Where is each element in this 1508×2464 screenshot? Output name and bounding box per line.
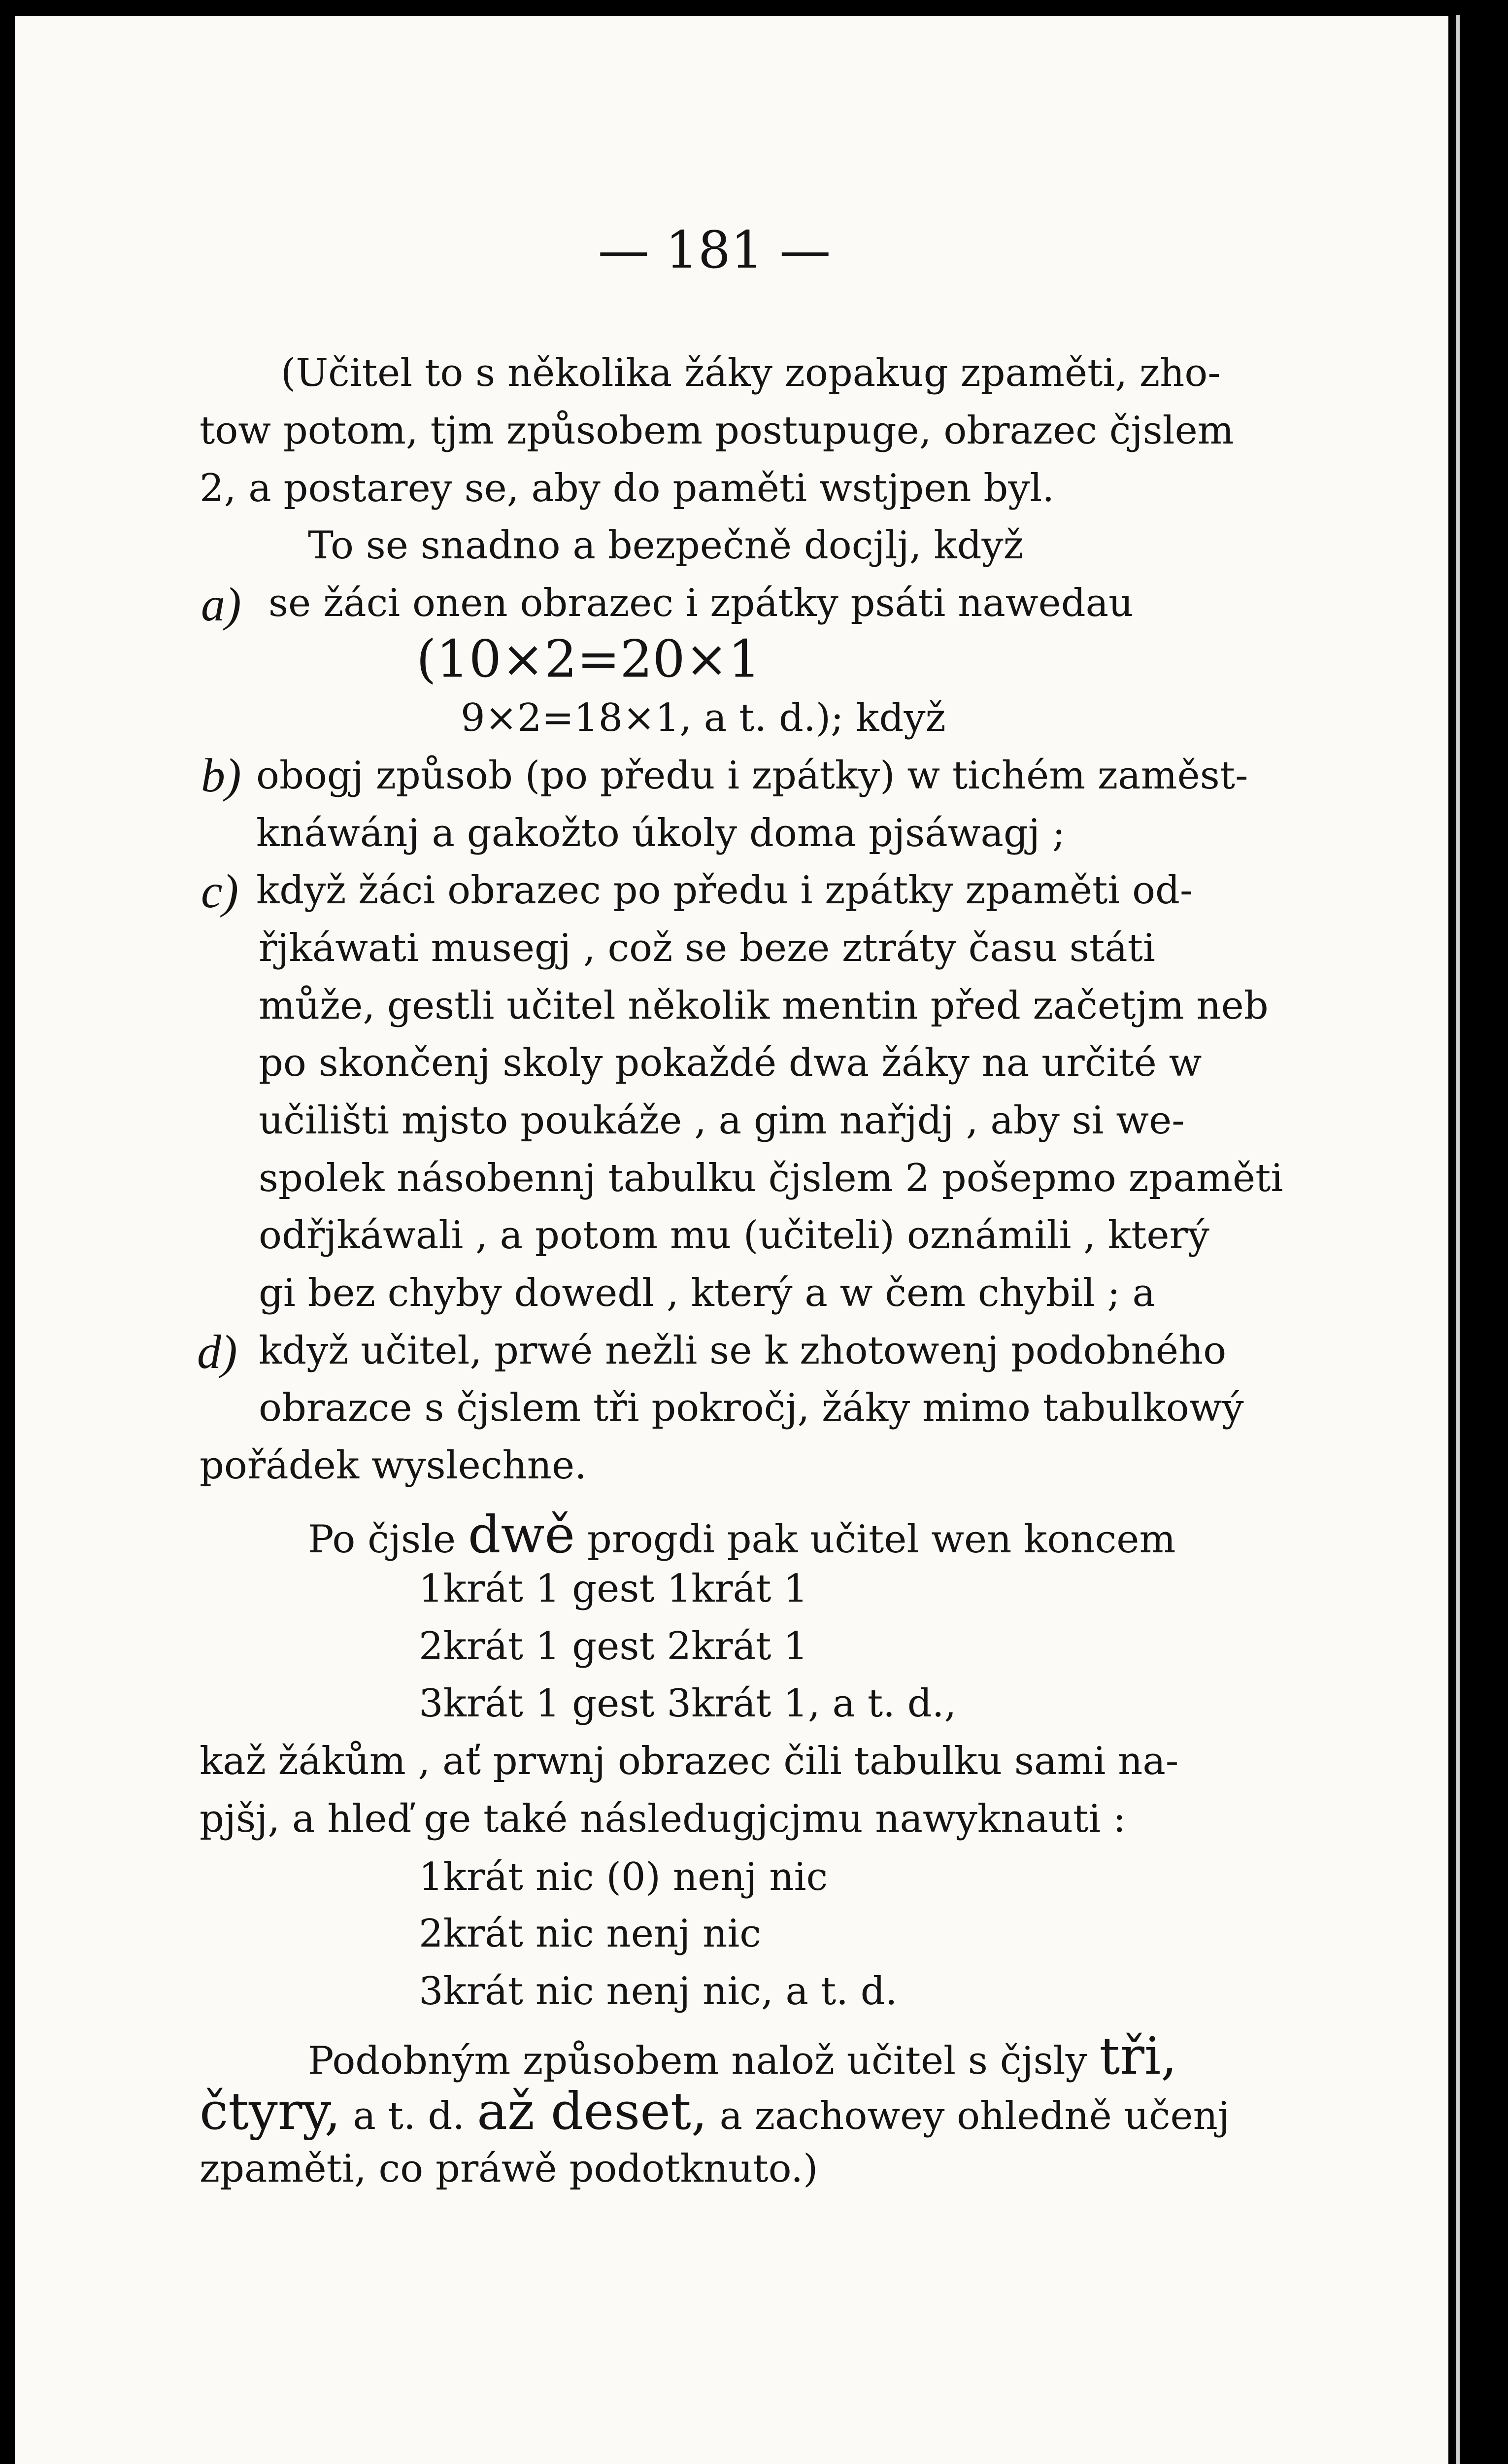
list-marker-c: c)	[201, 865, 239, 918]
text-line: když učitel, prwé nežli se k zhotowenj podobného	[259, 1329, 1227, 1373]
text-line: když žáci obrazec po předu i zpátky zpaměti od-	[256, 868, 1193, 913]
text-line: gi bez chyby dowedl , který a w čem chybil ; a	[259, 1271, 1156, 1315]
formula-line: 9×2=18×1, a t. d.); když	[461, 696, 946, 740]
text-line: Podobným způsobem nalož učitel s čjsly tři,	[308, 2026, 1177, 2086]
text-line: se žáci onen obrazec i zpátky psáti nawedau	[268, 581, 1134, 625]
text-line: kaž žákům , ať prwnj obrazec čili tabulku sami na-	[200, 1739, 1179, 1783]
text-line: pořádek wyslechne.	[200, 1443, 587, 1488]
text-line: knáwánj a gakožto úkoly doma pjsáwagj ;	[256, 811, 1066, 856]
text-line: odřjkáwali , a potom mu (učiteli) oznámili , který	[259, 1213, 1209, 1258]
text-line: (Učitel to s několika žáky zopakug zpaměti, zho-	[281, 351, 1221, 395]
table-line: 1krát 1 gest 1krát 1	[419, 1567, 808, 1611]
text-line: pjšj, a hleď ge také následugjcjmu nawyknauti :	[200, 1797, 1126, 1841]
text-line: učilišti mjsto poukáže , a gim nařjdj , aby si we-	[259, 1098, 1185, 1143]
table-line: 2krát 1 gest 2krát 1	[419, 1624, 808, 1669]
text-line: obrazce s čjslem tři pokročj, žáky mimo tabulkowý	[259, 1386, 1244, 1430]
text-line: To se snadno a bezpečně docjlj, když	[308, 523, 1024, 568]
formula-line: (10×2=20×1	[416, 629, 761, 689]
table-line: 3krát 1 gest 3krát 1, a t. d.,	[419, 1681, 957, 1726]
text-line: řjkáwati musegj , což se beze ztráty času státi	[259, 926, 1155, 970]
text-line: tow potom, tjm způsobem postupuge, obrazec čjslem	[200, 409, 1234, 453]
text-line: po skončenj skoly pokaždé dwa žáky na určité w	[259, 1041, 1202, 1085]
text-line: spolek násobennj tabulku čjslem 2 pošepmo zpaměti	[259, 1156, 1283, 1200]
page-number: — 181 —	[598, 220, 831, 280]
text-line: zpaměti, co práwě podotknuto.)	[200, 2147, 818, 2191]
list-marker-d: d)	[197, 1326, 237, 1379]
text-line: 2, a postarey se, aby do paměti wstjpen byl.	[200, 466, 1055, 511]
text-line: obogj způsob (po předu i zpátky) w tichém zaměst-	[256, 753, 1248, 798]
text-line: může, gestli učitel několik mentin před začetjm neb	[259, 984, 1269, 1028]
text-line: čtyry, a t. d. až deset, a zachowey ohledně učenj	[200, 2081, 1230, 2141]
text-line: Po čjsle dwě progdi pak učitel wen koncem	[308, 1505, 1176, 1565]
list-marker-b: b)	[201, 749, 241, 802]
list-marker-a: a)	[201, 578, 241, 631]
table-line: 3krát nic nenj nic, a t. d.	[419, 1969, 898, 2014]
table-line: 1krát nic (0) nenj nic	[419, 1855, 828, 1899]
table-line: 2krát nic nenj nic	[419, 1912, 761, 1956]
